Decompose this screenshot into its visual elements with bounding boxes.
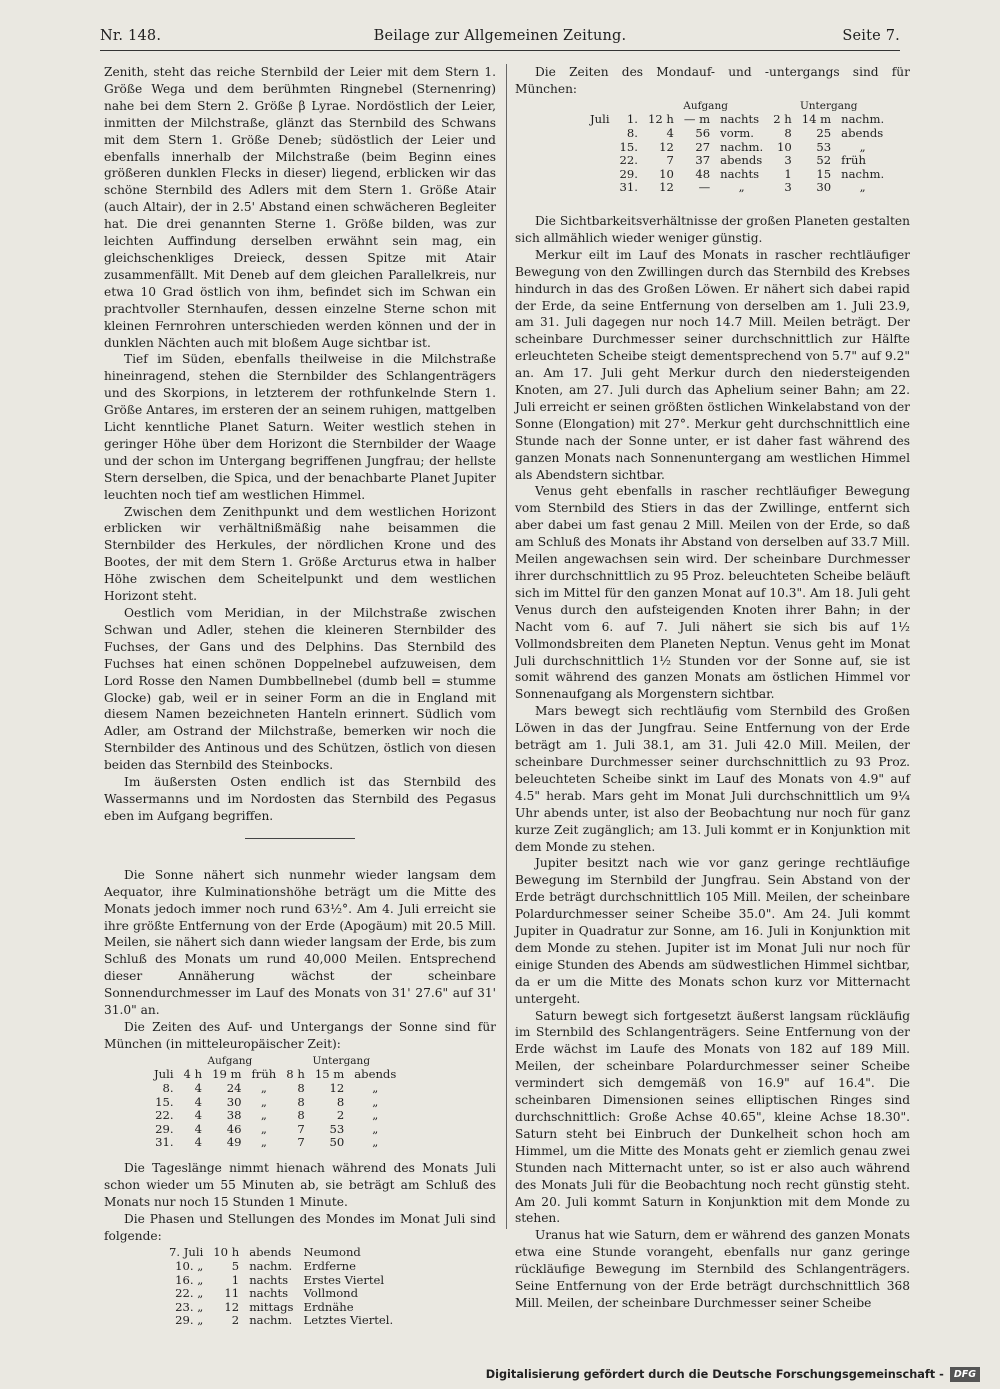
cell-hour: 11 xyxy=(224,1286,240,1301)
cell-set-hour: 7 xyxy=(297,1121,305,1136)
digitization-footer xyxy=(486,1366,980,1383)
cell-set-min: 25 xyxy=(816,126,832,140)
table-row xyxy=(149,1109,401,1123)
cell-set-min: 52 xyxy=(816,153,832,168)
cell-phase: Erdnähe xyxy=(303,1299,354,1314)
cell-rise-hour: 12 h xyxy=(647,112,674,127)
cell-set-min: 50 xyxy=(329,1135,345,1150)
cell-day: 1. xyxy=(626,112,638,127)
cell-set-hour: 8 xyxy=(784,126,792,140)
header-rule xyxy=(100,50,900,51)
cell-month xyxy=(585,168,615,182)
paragraph: Die Zeiten des Auf- und Untergangs der Sonne sind für München (in mitteleuropäischer Zeit): xyxy=(104,1019,496,1051)
cell-set-min: 14 m xyxy=(801,112,832,127)
cell-date: 7. Juli xyxy=(169,1245,204,1260)
cell-set-min: 30 xyxy=(816,180,832,195)
cell-rise-min: 49 xyxy=(226,1135,242,1150)
cell-rise-period: nachts xyxy=(720,166,760,181)
paragraph-venus: Venus geht ebenfalls in rascher rechtläufiger Bewegung vom Sternbild des Stiers in das der Zwillinge, entfernt sich aber dabei um fast genau 2 Mill. Meilen von der Erde, so daß am Schluß des Monats ihr Abstand von derselben auf 33.7 Mill. Meilen angewachsen sein wird. Der scheinbare Durchmesser ihrer durchschnittlich zu 95 Proz. beleuchteten Scheibe beläuft sich im Mittel für den ganzen Monat auf 10.3". Am 18. Juli geht Venus durch den aufsteigenden Knoten ihrer Bahn; in der Nacht vom 6. auf 7. Juli nähert sie sich bis auf 1½ Vollmondsbreiten dem Planeten Neptun. Venus geht im Monat Juli durchschnittlich 1½ Stunden vor der Sonne auf, sie ist somit während des ganzen Monats am östlichen Himmel vor Sonnenaufgang als Morgenstern sichtbar. xyxy=(515,484,910,702)
cell-rise-min: 46 xyxy=(226,1121,242,1136)
cell-set-period: abends xyxy=(354,1067,397,1082)
paragraph-merkur: Merkur eilt im Lauf des Monats in rascher rechtläufiger Bewegung von den Zwillingen durch das Sternbild des Krebses hindurch in das des Großen Löwen. Er nähert sich dabei rapid der Erde, da seine Entfernung von derselben am 1. Juli 23.9, am 31. Juli dagegen nur noch 14.7 Mill. Meilen beträgt. Der scheinbare Durchmesser seiner durchschnittlich zur Hälfte erleuchteten Scheibe steigt dementsprechend von 5.7" auf 9.2" an. Am 17. Juli geht Merkur durch den niedersteigenden Knoten, am 27. Juli durch das Aphelium seiner Bahn; am 22. Juli erreicht er seinen größten östlichen Winkelabstand von der Sonne (Elongation) mit 27°. Merkur geht durchschnittlich eine Stunde nach der Sonne unter, er ist daher fast während des ganzen Monats nach Sonnenuntergang am westlichen Himmel als Abendstern sichtbar. xyxy=(515,247,910,482)
sun-times-table xyxy=(149,1055,401,1150)
cell-rise-hour: 10 xyxy=(659,166,674,181)
cell-rise-period: „ xyxy=(260,1094,267,1109)
column-header-aufgang: Aufgang xyxy=(207,1054,253,1067)
cell-period: nachm. xyxy=(249,1259,293,1274)
cell-rise-hour: 4 xyxy=(194,1135,203,1150)
cell-set-hour: 8 xyxy=(297,1108,305,1123)
table-row xyxy=(149,1096,401,1110)
cell-hour: 1 xyxy=(231,1272,240,1287)
cell-date: 10. „ xyxy=(175,1259,204,1274)
spacer xyxy=(104,853,496,867)
cell-set-min: 53 xyxy=(329,1121,345,1136)
cell-set-period: „ xyxy=(372,1121,379,1136)
column-header-aufgang: Aufgang xyxy=(683,99,728,112)
cell-rise-hour: 4 xyxy=(666,126,674,140)
right-column xyxy=(515,64,910,1312)
cell-set-period: „ xyxy=(859,139,866,154)
cell-phase: Neumond xyxy=(303,1245,361,1260)
cell-rise-min: 38 xyxy=(226,1108,242,1123)
page-number: Seite 7. xyxy=(842,28,900,44)
cell-month xyxy=(585,181,615,195)
paragraph: Im äußersten Osten endlich ist das Sternbild des Wassermanns und im Nordosten das Sternbild des Pegasus eben im Aufgang begriffen. xyxy=(104,775,496,823)
cell-day: 31. xyxy=(619,180,638,195)
cell-set-hour: 8 xyxy=(297,1080,305,1095)
cell-set-hour: 3 xyxy=(784,153,792,168)
cell-rise-hour: 7 xyxy=(666,153,674,168)
column-header-untergang: Untergang xyxy=(799,99,858,112)
cell-day: 8. xyxy=(626,126,638,140)
cell-set-period: „ xyxy=(372,1135,379,1150)
cell-day: 31. xyxy=(155,1135,174,1150)
cell-period: mittags xyxy=(249,1299,294,1314)
cell-rise-period: „ xyxy=(260,1121,267,1136)
column-header-untergang: Untergang xyxy=(312,1054,371,1067)
spacer xyxy=(515,199,910,213)
table-header-row xyxy=(585,100,889,114)
cell-set-min: 12 xyxy=(329,1080,345,1095)
cell-set-period: „ xyxy=(372,1094,379,1109)
left-column xyxy=(104,64,496,1328)
cell-hour: 10 h xyxy=(213,1245,240,1260)
cell-rise-min: 19 m xyxy=(212,1067,242,1082)
cell-set-period: abends xyxy=(841,126,884,140)
page-header xyxy=(100,28,900,48)
cell-set-period: nachm. xyxy=(841,112,885,127)
cell-day: 22. xyxy=(619,153,638,168)
cell-phase: Letztes Viertel. xyxy=(303,1313,394,1328)
moon-times-table xyxy=(585,100,889,195)
table-row xyxy=(164,1246,398,1260)
paragraph-uranus: Uranus hat wie Saturn, dem er während des ganzen Monats etwa eine Stunde vorangeht, ebenfalls nur ganz geringe rückläufige Bewegung im Sternbild des Schlangenträgers. Seine Entfernung von der Erde beträgt durchschnittlich 368 Mill. Meilen, der scheinbare Durchmesser seiner Scheibe xyxy=(515,1228,910,1310)
paragraph: Die Zeiten des Mondauf- und -untergangs sind für München: xyxy=(515,65,910,96)
cell-date: 22. „ xyxy=(175,1286,204,1301)
table-row xyxy=(585,141,889,155)
cell-rise-min: 24 xyxy=(226,1080,242,1095)
cell-rise-hour: 4 xyxy=(194,1094,203,1109)
publication-title: Beilage zur Allgemeinen Zeitung. xyxy=(373,28,627,44)
paragraph: Die Tageslänge nimmt hienach während des Monats Juli schon wieder um 55 Minuten ab, sie beträgt am Schluß des Monats nur noch 15 Stunden 1 Minute. xyxy=(104,1160,496,1209)
cell-period: nachts xyxy=(249,1272,289,1287)
cell-rise-hour: 4 xyxy=(194,1080,203,1095)
section-divider xyxy=(245,838,355,839)
cell-period: abends xyxy=(249,1245,292,1260)
paragraph-jupiter: Jupiter besitzt nach wie vor ganz geringe rechtläufige Bewegung im Sternbild der Jungfrau. Sein Abstand von der Erde beträgt durchschnittlich 105 Mill. Meilen, der scheinbare Polardurchmesser seiner Scheibe 35.0". Am 24. Juli kommt Jupiter in Quadratur zur Sonne, am 16. Juli in Konjunktion mit dem Monde zu stehen. Jupiter ist im Monat Juli nur noch für einige Stunden des Abends am südwestlichen Himmel sichtbar, da er um die Mitte des Monats schon kurz vor Mitternacht untergeht. xyxy=(515,856,910,1006)
cell-phase: Vollmond xyxy=(303,1286,359,1301)
cell-rise-min: 48 xyxy=(695,166,711,181)
cell-rise-hour: 4 h xyxy=(183,1067,203,1082)
cell-day: 15. xyxy=(155,1094,174,1109)
table-row xyxy=(149,1082,401,1096)
cell-phase: Erstes Viertel xyxy=(303,1272,385,1287)
paragraph-saturn: Saturn bewegt sich fortgesetzt äußerst langsam rückläufig im Sternbild des Schlangenträgers. Seine Entfernung von der Erde wächst im Laufe des Monats von 182 auf 189 Mill. Meilen, der scheinbare Polardurchmesser seiner Scheibe vermindert sich demgemäß von 16.9" auf 16.4". Die scheinbaren Dimensionen seines elliptischen Ringes sind durchschnittlich: Große Achse 40.65", kleine Achse 18.30". Saturn steht bei Einbruch der Dunkelheit schon hoch am Himmel, um die Mitte des Monats geht er ziemlich genau zwei Stunden nach Mitternacht unter, so ist er also auch während des Monats Juli für die Beobachtung noch recht günstig steht. Am 20. Juli kommt Saturn in Konjunktion mit dem Monde zu stehen. xyxy=(515,1008,910,1226)
cell-day: 22. xyxy=(155,1108,174,1123)
table-row xyxy=(585,113,889,127)
cell-month xyxy=(585,141,615,155)
footer-text: Digitalisierung gefördert durch die Deutsche Forschungsgemeinschaft - xyxy=(485,1368,944,1381)
cell-set-period: „ xyxy=(859,180,866,195)
table-row xyxy=(164,1287,398,1301)
paragraph: Oestlich vom Meridian, in der Milchstraße zwischen Schwan und Adler, stehen die kleineren Sternbilder des Fuchses, der Gans und des Delphins. Das Sternbild des Fuchses hat einen schönen Doppelnebel aufzuweisen, dem Lord Rosse den Namen Dumbbellnebel (dumb bell = stumme Glocke) gab, weil er in seiner Form an die in England mit diesem Namen bezeichneten Hanteln erinnert. Südlich vom Adler, am Ostrand der Milchstraße, bemerken wir noch die Sternbilder des Antinous und des Schützen, östlich von diesen beiden das Sternbild des Steinbocks. xyxy=(104,606,496,773)
cell-period: nachts xyxy=(249,1286,289,1301)
paragraph: Tief im Süden, ebenfalls theilweise in die Milchstraße hineinragend, stehen die Sternbilder des Schlangenträgers und des Skorpions, in letzterem der rothfunkelnde Stern 1. Größe Antares, im ersteren der an seinem ruhigen, mattgelben Licht kenntliche Planet Saturn. Weiter westlich stehen in geringer Höhe über dem Horizont die Sternbilder der Waage und der schon im Untergang begriffenen Jungfrau; der hellste Stern derselben, die Spica, und der benachbarte Planet Jupiter leuchten noch tief am westlichen Himmel. xyxy=(104,352,496,502)
cell-date: 16. „ xyxy=(175,1272,204,1287)
cell-rise-min: — xyxy=(698,180,711,195)
cell-rise-period: nachm. xyxy=(720,139,764,154)
cell-set-period: früh xyxy=(841,153,866,168)
column-divider xyxy=(506,64,507,1229)
issue-number: Nr. 148. xyxy=(100,28,162,44)
table-row xyxy=(149,1123,401,1137)
cell-hour: 12 xyxy=(224,1299,240,1314)
cell-set-hour: 2 h xyxy=(773,112,792,127)
cell-set-hour: 10 xyxy=(776,139,792,154)
cell-rise-period: vorm. xyxy=(720,126,754,140)
cell-set-hour: 7 xyxy=(297,1135,305,1150)
cell-set-min: 2 xyxy=(336,1108,345,1123)
cell-rise-min: — m xyxy=(683,112,711,127)
table-row xyxy=(585,168,889,182)
cell-month xyxy=(585,154,615,168)
cell-rise-min: 27 xyxy=(695,139,711,154)
cell-day: 29. xyxy=(155,1121,174,1136)
cell-set-min: 15 m xyxy=(314,1067,345,1082)
cell-set-period: nachm. xyxy=(841,166,885,181)
table-row xyxy=(585,127,889,141)
cell-rise-hour: 4 xyxy=(194,1108,203,1123)
table-row xyxy=(585,181,889,195)
cell-set-hour: 8 xyxy=(297,1094,305,1109)
cell-day: 15. xyxy=(619,139,638,154)
table-row xyxy=(164,1260,398,1274)
table-row xyxy=(164,1274,398,1288)
table-row xyxy=(149,1068,401,1082)
table-row xyxy=(164,1314,398,1328)
cell-set-period: „ xyxy=(372,1080,379,1095)
cell-rise-period: „ xyxy=(260,1080,267,1095)
cell-rise-period: abends xyxy=(720,153,763,168)
paragraph: Zwischen dem Zenithpunkt und dem westlichen Horizont erblicken wir verhältnißmäßig nahe beisammen die Sternbilder des Herkules, der nördlichen Krone und des Bootes, der mit dem Stern 1. Größe Arcturus etwa in halber Höhe zwischen dem Scheitelpunkt und dem westlichen Horizont steht. xyxy=(104,504,496,604)
cell-day: 29. xyxy=(619,166,638,181)
cell-set-min: 8 xyxy=(336,1094,345,1109)
cell-rise-min: 56 xyxy=(695,126,711,140)
table-row xyxy=(585,154,889,168)
cell-day: 8. xyxy=(162,1080,174,1095)
moon-phases-table xyxy=(164,1246,398,1328)
cell-rise-period: früh xyxy=(251,1067,277,1082)
dfg-logo-icon: DFG xyxy=(950,1367,980,1382)
cell-rise-min: 37 xyxy=(695,153,711,168)
table-header-row xyxy=(149,1055,401,1069)
paragraph: Zenith, steht das reiche Sternbild der Leier mit dem Stern 1. Größe Wega und dem berühmten Ringnebel (Sternenring) nahe bei dem Stern 2. Größe β Lyrae. Nordöstlich der Leier, inmitten der Milchstraße, glänzt das Sternbild des Schwans mit dem Stern 1. Größe Deneb; südöstlich der Leier und ebenfalls innerhalb der Milchstraße (beim Beginn eines größeren dunklen Flecks in dieser) liegend, erblicken wir das schöne Sternbild des Adlers mit dem Stern 1. Größe Atair (auch Altair), der in 2.5' Abstand einen schwächeren Begleiter hat. Die drei genannten Sterne 1. Größe bilden, was zur leichten Auffindung derselben erwähnt sein mag, ein gleichschenkliges Dreieck, dessen Spitze mit Atair zusammenfällt. Mit Deneb auf dem gleichen Parallelkreis, nur etwa 10 Grad östlich von ihm, befindet sich im Schwan ein prachtvoller Sternhaufen, dessen einzelne Sterne schon mit kleinen Fernrohren unterschieden werden können und der in dunklen Nächten auch mit bloßem Auge sichtbar ist. xyxy=(104,65,496,350)
cell-period: nachm. xyxy=(249,1313,293,1328)
table-row xyxy=(149,1136,401,1150)
paragraph-mars: Mars bewegt sich rechtläufig vom Sternbild des Großen Löwen in das der Jungfrau. Seine Entfernung von der Erde beträgt am 1. Juli 38.1, am 31. Juli 42.0 Mill. Meilen, der scheinbare Durchmesser seiner durchschnittlich zu 93 Proz. beleuchteten Scheibe sinkt im Lauf des Monats von 4.9" auf 4.5" herab. Mars geht im Monat Juli durchschnittlich um 9¼ Uhr abends unter, ist also der Beobachtung nur noch für ganz kurze Zeit zugänglich; am 13. Juli kommt er in Konjunktion mit dem Monde zu stehen. xyxy=(515,704,910,854)
cell-set-hour: 3 xyxy=(784,180,792,195)
cell-day: Juli xyxy=(154,1067,174,1082)
cell-date: 23. „ xyxy=(175,1299,204,1314)
cell-month xyxy=(585,127,615,141)
cell-set-hour: 1 xyxy=(784,166,792,181)
cell-hour: 2 xyxy=(231,1313,240,1328)
cell-set-min: 53 xyxy=(816,139,832,154)
cell-rise-hour: 12 xyxy=(659,180,674,195)
cell-rise-hour: 12 xyxy=(659,139,674,154)
cell-month: Juli xyxy=(590,112,610,127)
cell-set-min: 15 xyxy=(816,166,832,181)
cell-set-period: „ xyxy=(372,1108,379,1123)
cell-rise-period: „ xyxy=(738,180,745,195)
cell-set-hour: 8 h xyxy=(286,1067,305,1082)
paragraph: Die Sichtbarkeitsverhältnisse der großen Planeten gestalten sich allmählich wieder weniger günstig. xyxy=(515,213,910,245)
cell-rise-min: 30 xyxy=(226,1094,242,1109)
cell-rise-hour: 4 xyxy=(194,1121,203,1136)
cell-phase: Erdferne xyxy=(303,1259,356,1274)
cell-rise-period: nachts xyxy=(720,112,760,127)
cell-rise-period: „ xyxy=(260,1108,267,1123)
paragraph-sun: Die Sonne nähert sich nunmehr wieder langsam dem Aequator, ihre Kulminationshöhe beträgt um die Mitte des Monats jedoch immer noch rund 63½°. Am 4. Juli erreicht sie ihre größte Entfernung von der Erde (Apogäum) mit 20.5 Mill. Meilen, sie nähert sich dann wieder langsam der Erde, bis zum Schluß des Monats um rund 40,000 Meilen. Entsprechend dieser Annäherung wächst der scheinbare Sonnendurchmesser im Lauf des Monats von 31' 27.6" auf 31' 31.0" an. xyxy=(104,867,496,1018)
cell-date: 29. „ xyxy=(175,1313,204,1328)
cell-hour: 5 xyxy=(231,1259,240,1274)
table-row xyxy=(164,1301,398,1315)
paragraph: Die Phasen und Stellungen des Mondes im Monat Juli sind folgende: xyxy=(104,1211,496,1243)
cell-rise-period: „ xyxy=(260,1135,267,1150)
